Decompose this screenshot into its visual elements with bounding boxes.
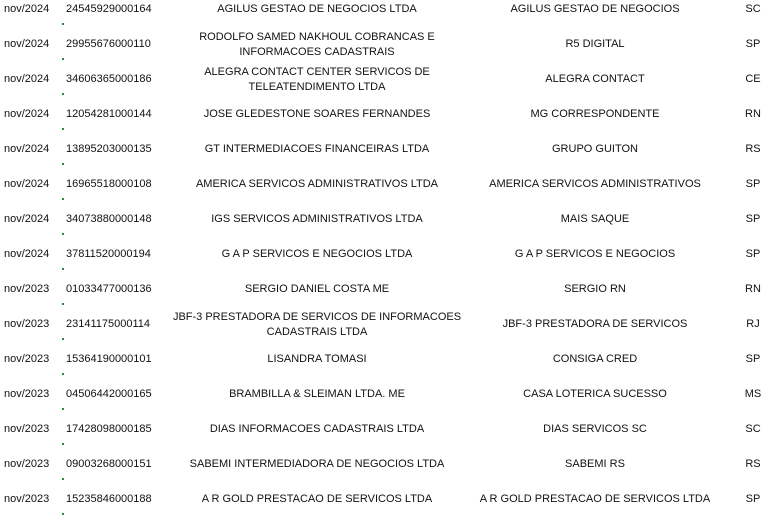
trade-name-cell[interactable]: CASA LOTERICA SUCESSO <box>523 388 667 400</box>
company-name-cell[interactable]: LISANDRA TOMASI <box>267 353 367 365</box>
date-cell[interactable]: nov/2024 <box>4 213 50 225</box>
table-row[interactable] <box>0 132 772 167</box>
table-row[interactable] <box>0 62 772 97</box>
company-name-cell[interactable]: JBF-3 PRESTADORA DE SERVICOS DE INFORMACOES CADASTRAIS LTDA <box>172 310 462 338</box>
cell-error-marker <box>62 128 64 130</box>
trade-name-cell[interactable]: SABEMI RS <box>565 458 625 470</box>
date-cell[interactable]: nov/2023 <box>4 423 50 435</box>
table-row[interactable] <box>0 307 772 342</box>
table-row[interactable] <box>0 27 772 62</box>
cell-error-marker <box>62 58 64 60</box>
state-cell[interactable]: SP <box>745 213 761 225</box>
trade-name-cell[interactable]: DIAS SERVICOS SC <box>543 423 647 435</box>
table-row[interactable] <box>0 167 772 202</box>
cell-error-marker <box>62 23 64 25</box>
cnpj-cell[interactable]: 17428098000185 <box>66 423 152 435</box>
state-cell[interactable]: SP <box>745 353 761 365</box>
trade-name-cell[interactable]: G A P SERVICOS E NEGOCIOS <box>514 248 676 260</box>
date-cell[interactable]: nov/2024 <box>4 38 50 50</box>
company-name-cell[interactable]: GT INTERMEDIACOES FINANCEIRAS LTDA <box>204 143 430 155</box>
date-cell[interactable]: nov/2024 <box>4 143 50 155</box>
company-name-cell[interactable]: AMERICA SERVICOS ADMINISTRATIVOS LTDA <box>195 178 439 190</box>
cnpj-cell[interactable]: 15364190000101 <box>66 353 152 365</box>
cnpj-cell[interactable]: 13895203000135 <box>66 143 152 155</box>
date-cell[interactable]: nov/2024 <box>4 178 50 190</box>
trade-name-cell[interactable]: CONSIGA CRED <box>552 353 638 365</box>
cnpj-cell[interactable]: 23141175000114 <box>66 318 151 330</box>
trade-name-cell[interactable]: R5 DIGITAL <box>565 38 625 50</box>
cnpj-cell[interactable]: 16965518000108 <box>66 178 152 190</box>
company-name-cell[interactable]: DIAS INFORMACOES CADASTRAIS LTDA <box>209 423 425 435</box>
company-name-cell[interactable]: SERGIO DANIEL COSTA ME <box>244 283 390 295</box>
company-name-cell[interactable]: A R GOLD PRESTACAO DE SERVICOS LTDA <box>201 493 433 505</box>
cell-error-marker <box>62 443 64 445</box>
date-cell[interactable]: nov/2023 <box>4 493 50 505</box>
company-name-cell[interactable]: AGILUS GESTAO DE NEGOCIOS LTDA <box>217 3 417 15</box>
cnpj-cell[interactable]: 09003268000151 <box>66 458 152 470</box>
date-cell[interactable]: nov/2023 <box>4 283 50 295</box>
state-cell[interactable]: RN <box>745 283 761 295</box>
table-row[interactable] <box>0 237 772 272</box>
trade-name-cell[interactable]: SERGIO RN <box>564 283 626 295</box>
state-cell[interactable]: RS <box>745 143 761 155</box>
state-cell[interactable]: SP <box>745 38 761 50</box>
cnpj-cell[interactable]: 15235846000188 <box>66 493 152 505</box>
company-name-cell[interactable]: G A P SERVICOS E NEGOCIOS LTDA <box>221 248 413 260</box>
cell-error-marker <box>62 303 64 305</box>
cell-error-marker <box>62 93 64 95</box>
cell-error-marker <box>62 268 64 270</box>
company-name-cell[interactable]: JOSE GLEDESTONE SOARES FERNANDES <box>203 108 431 120</box>
table-row[interactable] <box>0 0 772 27</box>
table-row[interactable] <box>0 342 772 377</box>
table-row[interactable] <box>0 482 772 517</box>
cell-error-marker <box>62 513 64 515</box>
cnpj-cell[interactable]: 12054281000144 <box>66 108 152 120</box>
cell-error-marker <box>62 163 64 165</box>
state-cell[interactable]: SC <box>745 423 761 435</box>
cell-error-marker <box>62 338 64 340</box>
cell-error-marker <box>62 478 64 480</box>
date-cell[interactable]: nov/2024 <box>4 3 50 15</box>
state-cell[interactable]: MS <box>744 388 762 400</box>
trade-name-cell[interactable]: MAIS SAQUE <box>560 213 630 225</box>
table-row[interactable] <box>0 97 772 132</box>
cell-error-marker <box>62 408 64 410</box>
state-cell[interactable]: CE <box>745 73 761 85</box>
trade-name-cell[interactable]: A R GOLD PRESTACAO DE SERVICOS LTDA <box>479 493 711 505</box>
trade-name-cell[interactable]: AMERICA SERVICOS ADMINISTRATIVOS <box>489 178 701 190</box>
state-cell[interactable]: SC <box>745 3 761 15</box>
trade-name-cell[interactable]: JBF-3 PRESTADORA DE SERVICOS <box>502 318 688 330</box>
cell-error-marker <box>62 233 64 235</box>
company-name-cell[interactable]: IGS SERVICOS ADMINISTRATIVOS LTDA <box>211 213 423 225</box>
cnpj-cell[interactable]: 01033477000136 <box>66 283 152 295</box>
table-row[interactable] <box>0 202 772 237</box>
state-cell[interactable]: SP <box>745 493 761 505</box>
date-cell[interactable]: nov/2023 <box>4 318 50 330</box>
date-cell[interactable]: nov/2023 <box>4 458 50 470</box>
cnpj-cell[interactable]: 04506442000165 <box>66 388 152 400</box>
state-cell[interactable]: SP <box>745 178 761 190</box>
table-row[interactable] <box>0 447 772 482</box>
cnpj-cell[interactable]: 34073880000148 <box>66 213 152 225</box>
date-cell[interactable]: nov/2023 <box>4 353 50 365</box>
date-cell[interactable]: nov/2024 <box>4 108 50 120</box>
company-name-cell[interactable]: BRAMBILLA & SLEIMAN LTDA. ME <box>229 388 405 400</box>
cnpj-cell[interactable]: 24545929000164 <box>66 3 152 15</box>
state-cell[interactable]: RS <box>745 458 761 470</box>
cnpj-cell[interactable]: 29955676000110 <box>66 38 151 50</box>
trade-name-cell[interactable]: MG CORRESPONDENTE <box>530 108 660 120</box>
trade-name-cell[interactable]: GRUPO GUITON <box>552 143 638 155</box>
company-name-cell[interactable]: RODOLFO SAMED NAKHOUL COBRANCAS E INFORMACOES CADASTRAIS <box>199 30 435 58</box>
table-row[interactable] <box>0 272 772 307</box>
cell-error-marker <box>62 373 64 375</box>
date-cell[interactable]: nov/2024 <box>4 248 50 260</box>
cnpj-cell[interactable]: 34606365000186 <box>66 73 152 85</box>
date-cell[interactable]: nov/2024 <box>4 73 50 85</box>
table-row[interactable] <box>0 377 772 412</box>
company-name-cell[interactable]: ALEGRA CONTACT CENTER SERVICOS DE TELEATENDIMENTO LTDA <box>204 65 430 93</box>
company-name-cell[interactable]: SABEMI INTERMEDIADORA DE NEGOCIOS LTDA <box>189 458 445 470</box>
trade-name-cell[interactable]: ALEGRA CONTACT <box>545 73 645 85</box>
trade-name-cell[interactable]: AGILUS GESTAO DE NEGOCIOS <box>510 3 680 15</box>
table-row[interactable] <box>0 412 772 447</box>
cnpj-cell[interactable]: 37811520000194 <box>66 248 151 260</box>
cell-error-marker <box>62 198 64 200</box>
state-cell[interactable]: SP <box>745 248 761 260</box>
date-cell[interactable]: nov/2023 <box>4 388 50 400</box>
state-cell[interactable]: RJ <box>746 318 760 330</box>
state-cell[interactable]: RN <box>745 108 761 120</box>
